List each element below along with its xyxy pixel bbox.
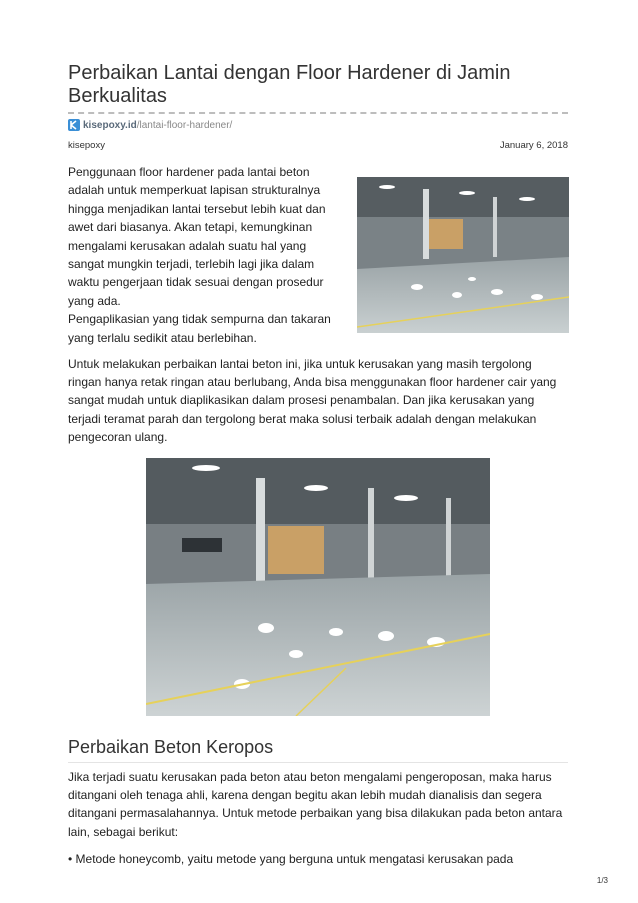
source-link[interactable] (68, 119, 232, 131)
intro-text: Penggunaan floor hardener pada lantai beton adalah untuk memperkuat lapisan strukturalnya hingga menjadikan lantai tersebut lebih kuat dan awet dari biasanya. Akan tetapi, kemungkinan mengalami kerusakan adalah suatu hal yang sangat mungkin terjadi, terlebih lagi jika dalam waktu pengerjaan tidak sesuai dengan prosedur yang ada. (68, 165, 326, 308)
source-domain[interactable]: kisepoxy.id (83, 119, 137, 131)
intro-text-2: Pengaplikasian yang tidak sempurna dan takaran yang terlalu sedikit atau berlebihan. (68, 312, 331, 345)
kisepoxy-logo-icon (68, 119, 80, 131)
publish-date: January 6, 2018 (499, 140, 568, 151)
porous-concrete-paragraph: Jika terjadi suatu kerusakan pada beton atau beton mengalami pengeroposan, maka harus ditangani oleh tenaga ahli, karena dengan begitu akan lebih mudah dianalisis dan segera ditangani permasalahannya. Untuk metode perbaikan yang bisa dilakukan pada beton antara lain, sebagai berikut: (68, 770, 563, 839)
source-path[interactable]: /lantai-floor-hardener/ (136, 119, 233, 131)
repair-paragraph: Untuk melakukan perbaikan lantai beton ini, jika untuk kerusakan yang masih tergolong ringan hanya retak ringan atau berlubang, Anda bisa menggunakan floor hardener cair yang sangat mudah untuk diaplikasikan dalam prosesi penambalan. Dan jika kerusakan yang terjadi teramat parah dan tergolong berat maka solusi terbaik adalah dengan melakukan pengecoran ulang. (68, 357, 557, 444)
article-meta (68, 140, 568, 151)
bullet-item: • Metode honeycomb, yaitu metode yang berguna untuk mengatasi kerusakan pada (68, 852, 514, 866)
section-heading: Perbaikan Beton Keropos (68, 737, 274, 757)
warehouse-floor-image-small (357, 177, 569, 333)
intro-paragraph (68, 163, 343, 347)
title-divider (68, 112, 568, 114)
author: kisepoxy (68, 140, 105, 151)
page-number: 1/3 (596, 876, 608, 885)
warehouse-floor-image-large (146, 458, 490, 716)
page-title: Perbaikan Lantai dengan Floor Hardener di Jamin Berkualitas (68, 62, 511, 107)
section-divider (68, 762, 568, 763)
